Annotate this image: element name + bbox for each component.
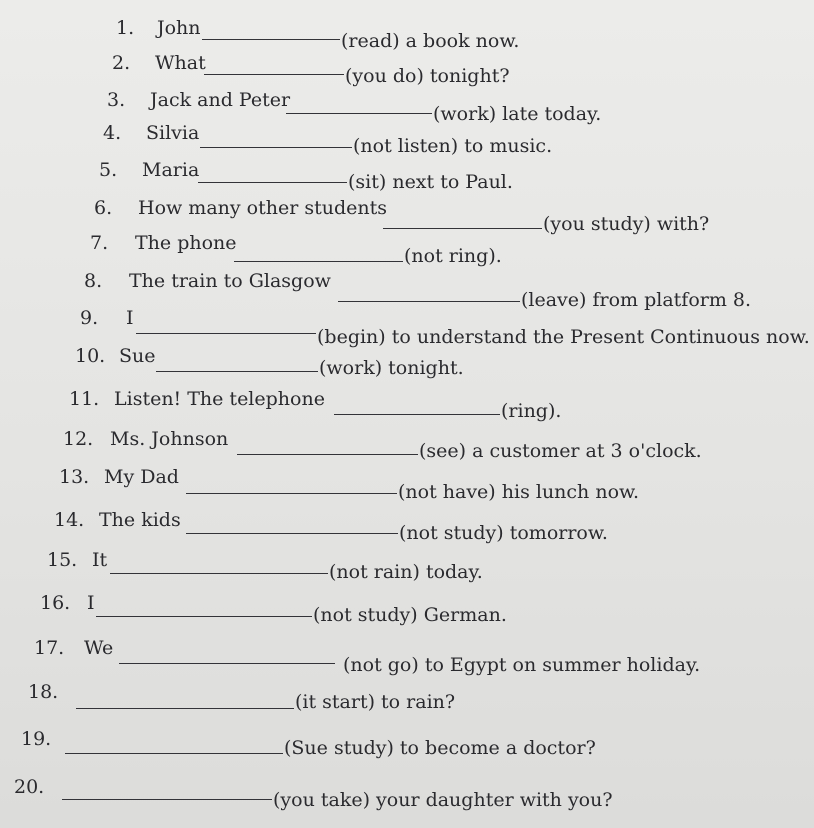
item-number: 2.	[112, 52, 131, 74]
item-subject: Maria	[142, 159, 200, 181]
item-number: 11.	[69, 388, 100, 410]
item-hint: (not ring).	[404, 245, 502, 267]
item-number: 14.	[54, 509, 85, 531]
answer-blank[interactable]	[202, 39, 340, 40]
answer-blank[interactable]	[186, 493, 397, 494]
item-subject: What	[155, 52, 206, 74]
item-subject: How many other students	[138, 197, 387, 219]
item-hint: (begin) to understand the Present Continuous now.	[317, 326, 810, 348]
item-number: 20.	[14, 776, 45, 798]
answer-blank[interactable]	[237, 454, 418, 455]
item-number: 17.	[34, 637, 65, 659]
item-hint: (not study) German.	[313, 604, 507, 626]
item-number: 18.	[28, 681, 59, 703]
item-number: 7.	[90, 232, 109, 254]
answer-blank[interactable]	[62, 799, 272, 800]
item-hint: (work) late today.	[433, 103, 602, 125]
item-subject: The train to Glasgow	[129, 270, 331, 292]
answer-blank[interactable]	[96, 616, 312, 617]
item-subject: It	[92, 549, 108, 571]
answer-blank[interactable]	[156, 371, 318, 372]
item-hint: (you study) with?	[543, 213, 710, 235]
item-hint: (sit) next to Paul.	[348, 171, 513, 193]
item-number: 8.	[84, 270, 103, 292]
item-hint: (not have) his lunch now.	[398, 481, 640, 503]
answer-blank[interactable]	[200, 147, 352, 148]
answer-blank[interactable]	[383, 228, 542, 229]
item-hint: (read) a book now.	[341, 30, 520, 52]
item-number: 5.	[99, 159, 118, 181]
item-number: 19.	[21, 728, 52, 750]
item-number: 9.	[80, 307, 99, 329]
item-number: 3.	[107, 89, 126, 111]
item-number: 6.	[94, 197, 113, 219]
answer-blank[interactable]	[204, 74, 344, 75]
answer-blank[interactable]	[334, 414, 500, 415]
item-subject: The kids	[99, 509, 181, 531]
item-subject: I	[126, 307, 134, 329]
answer-blank[interactable]	[119, 663, 335, 664]
answer-blank[interactable]	[234, 261, 403, 262]
item-subject: Sue	[119, 345, 156, 367]
item-number: 16.	[40, 592, 71, 614]
item-hint: (ring).	[501, 400, 562, 422]
answer-blank[interactable]	[76, 708, 294, 709]
item-number: 15.	[47, 549, 78, 571]
answer-blank[interactable]	[338, 301, 520, 302]
item-subject: My Dad	[104, 466, 179, 488]
item-hint: (see) a customer at 3 o'clock.	[419, 440, 702, 462]
item-hint: (work) tonight.	[319, 357, 464, 379]
answer-blank[interactable]	[186, 533, 398, 534]
item-hint: (not rain) today.	[329, 561, 483, 583]
item-subject: Ms. Johnson	[110, 428, 229, 450]
item-hint: (you do) tonight?	[345, 65, 510, 87]
item-subject: We	[84, 637, 114, 659]
item-hint: (Sue study) to become a doctor?	[284, 737, 596, 759]
answer-blank[interactable]	[198, 182, 347, 183]
item-subject: I	[87, 592, 95, 614]
item-number: 13.	[59, 466, 90, 488]
item-hint: (not study) tomorrow.	[399, 522, 608, 544]
item-number: 10.	[75, 345, 106, 367]
item-hint: (not listen) to music.	[353, 135, 553, 157]
answer-blank[interactable]	[110, 573, 328, 574]
item-hint: (leave) from platform 8.	[521, 289, 752, 311]
item-number: 1.	[116, 17, 135, 39]
item-number: 4.	[103, 122, 122, 144]
item-number: 12.	[63, 428, 94, 450]
item-hint: (you take) your daughter with you?	[273, 789, 613, 811]
item-subject: Silvia	[146, 122, 200, 144]
answer-blank[interactable]	[136, 333, 316, 334]
item-subject: John	[157, 17, 201, 39]
item-subject: The phone	[135, 232, 237, 254]
item-subject: Listen! The telephone	[114, 388, 325, 410]
item-hint: (it start) to rain?	[295, 691, 456, 713]
item-hint: (not go) to Egypt on summer holiday.	[343, 654, 701, 676]
item-subject: Jack and Peter	[150, 89, 291, 111]
answer-blank[interactable]	[286, 113, 432, 114]
answer-blank[interactable]	[65, 753, 283, 754]
